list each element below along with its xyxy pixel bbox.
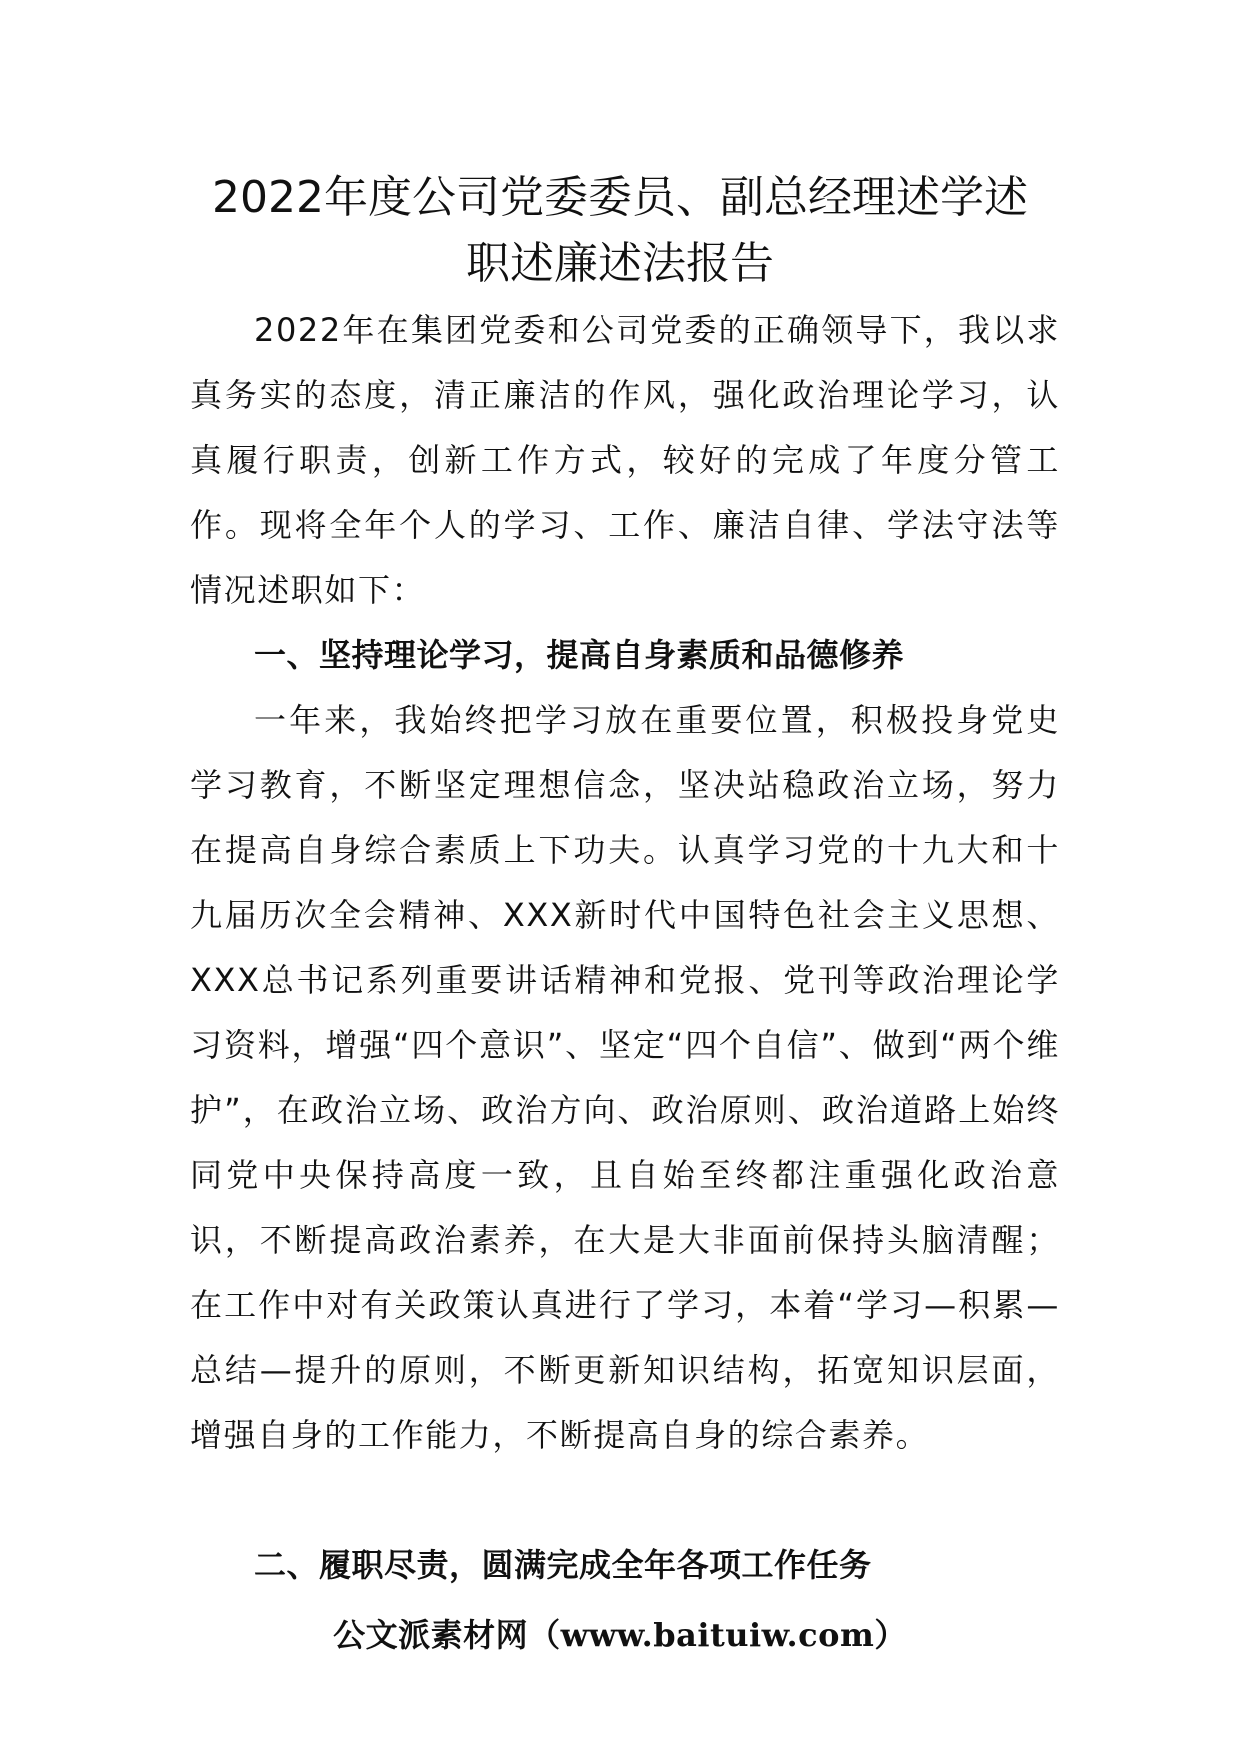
document-title-line-1: 2022年度公司党委委员、副总经理述学述 — [212, 172, 1028, 223]
section-2-heading: 二、履职尽责，圆满完成全年各项工作任务 — [254, 1546, 872, 1584]
footer-watermark: 公文派素材网（www.baituiw.com） — [333, 1616, 907, 1654]
intro-paragraph: 2022年在集团党委和公司党委的正确领导下，我以求真务实的态度，清正廉洁的作风，强化政治理论学习，认真履行职责，创新工作方式，较好的完成了年度分管工作。现将全年个人的学习、工作、廉洁自律、学法守法等情况述职如下： — [190, 311, 1060, 609]
section-1-paragraph: 一年来，我始终把学习放在重要位置，积极投身党史学习教育，不断坚定理想信念，坚决站稳政治立场，努力在提高自身综合素质上下功夫。认真学习党的十九大和十九届历次全会精神、XXX新时代中国特色社会主义思想、XXX总书记系列重要讲话精神和党报、党刊等政治理论学习资料，增强“四个意识”、坚定“四个自信”、做到“两个维护”，在政治立场、政治方向、政治原则、政治道路上始终同党中央保持高度一致，且自始至终都注重强化政治意识，不断提高政治素养，在大是大非面前保持头脑清醒；在工作中对有关政策认真进行了学习，本着“学习—积累—总结—提升的原则，不断更新知识结构，拓宽知识层面，增强自身的工作能力，不断提高自身的综合素养。 — [190, 701, 1060, 1454]
section-1-heading: 一、坚持理论学习，提高自身素质和品德修养 — [254, 636, 905, 674]
document-title-line-2: 职述廉述法报告 — [466, 238, 774, 289]
